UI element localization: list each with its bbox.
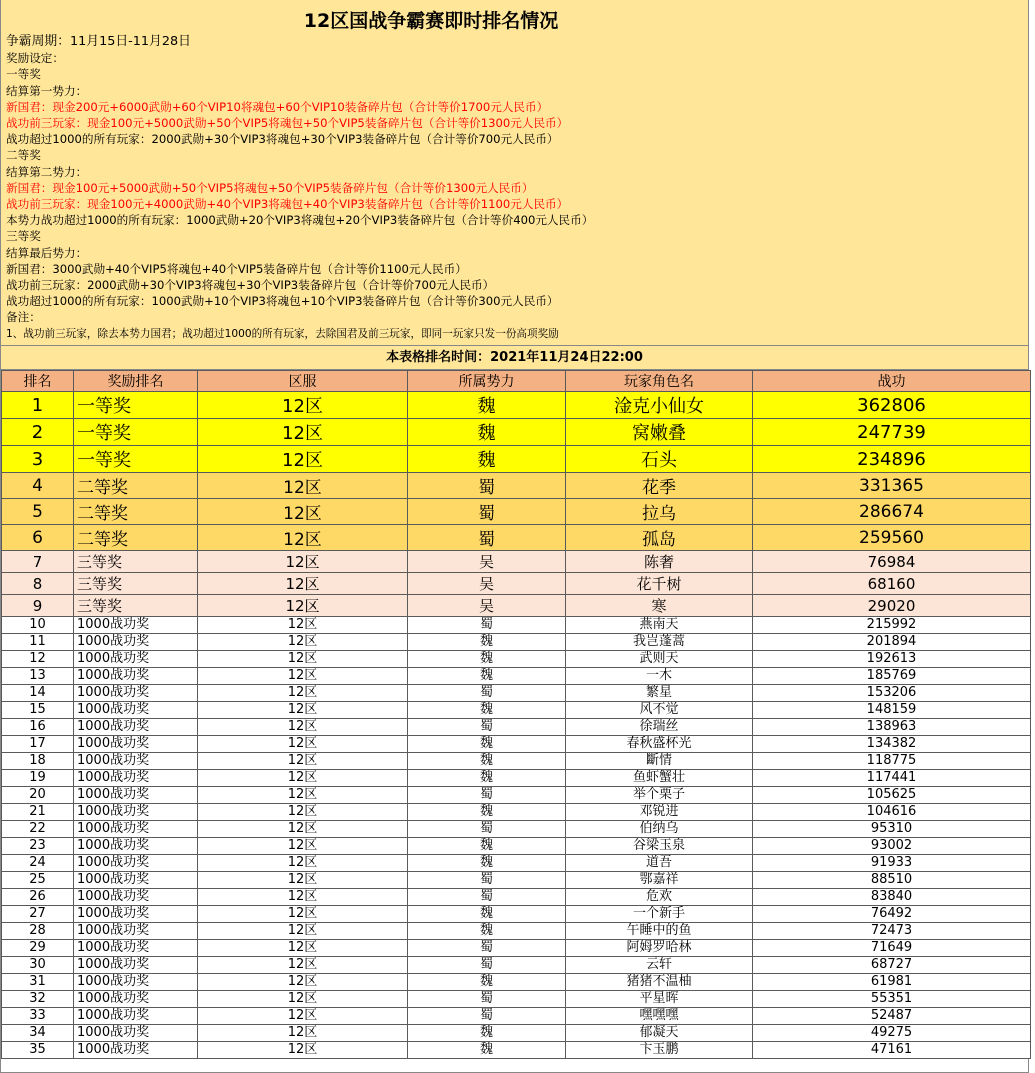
server-cell[interactable]: 12区 [198, 838, 408, 855]
table-row [2, 804, 1031, 821]
award-cell[interactable]: 1000战功奖 [74, 889, 198, 906]
table-row [2, 889, 1031, 906]
merit-cell[interactable]: 91933 [753, 855, 1031, 872]
award-cell[interactable]: 1000战功奖 [74, 685, 198, 702]
name-cell[interactable]: 花季 [566, 473, 753, 499]
faction-cell[interactable]: 魏 [408, 974, 566, 991]
rules-line: 备注： [6, 310, 41, 325]
rules-line: 一等奖 [6, 67, 41, 82]
faction-cell[interactable]: 吴 [408, 551, 566, 573]
name-cell[interactable]: 举个栗子 [566, 787, 753, 804]
table-row [2, 957, 1031, 974]
rules-line: 战功前三玩家：2000武勋+30个VIP3将魂包+30个VIP3装备碎片包（合计等价700元人民币） [6, 278, 495, 293]
merit-cell[interactable]: 68160 [753, 573, 1031, 595]
server-cell[interactable]: 12区 [198, 473, 408, 499]
col-header-server[interactable]: 区服 [198, 371, 408, 392]
name-cell[interactable]: 鱼虾蟹壮 [566, 770, 753, 787]
rank-cell[interactable]: 2 [2, 419, 74, 446]
name-cell[interactable]: 风不觉 [566, 702, 753, 719]
table-row [2, 702, 1031, 719]
faction-cell[interactable]: 魏 [408, 1042, 566, 1059]
name-cell[interactable]: 花千树 [566, 573, 753, 595]
merit-cell[interactable]: 88510 [753, 872, 1031, 889]
table-row [2, 668, 1031, 685]
rules-line: 三等奖 [6, 229, 41, 244]
faction-cell[interactable]: 魏 [408, 770, 566, 787]
name-cell[interactable]: 邓锐进 [566, 804, 753, 821]
rules-line: 战功前三玩家：现金100元+5000武勋+50个VIP5将魂包+50个VIP5装备碎片包（合计等价1300元人民币） [6, 116, 569, 131]
table-row [2, 770, 1031, 787]
rank-cell[interactable]: 22 [2, 821, 74, 838]
rank-cell[interactable]: 21 [2, 804, 74, 821]
server-cell[interactable]: 12区 [198, 617, 408, 634]
award-cell[interactable]: 二等奖 [74, 473, 198, 499]
merit-cell[interactable]: 105625 [753, 787, 1031, 804]
table-row [2, 1008, 1031, 1025]
merit-cell[interactable]: 104616 [753, 804, 1031, 821]
table-row [2, 392, 1031, 419]
name-cell[interactable]: 寒 [566, 595, 753, 617]
server-cell[interactable]: 12区 [198, 821, 408, 838]
faction-cell[interactable]: 蜀 [408, 617, 566, 634]
rules-line: 结算第一势力： [6, 83, 88, 98]
merit-cell[interactable]: 234896 [753, 446, 1031, 473]
merit-cell[interactable]: 95310 [753, 821, 1031, 838]
table-row [2, 634, 1031, 651]
rules-line: 本势力战功超过1000的所有玩家：1000武勋+20个VIP3将魂包+20个VIP3装备碎片包（合计等价400元人民币） [6, 213, 594, 228]
name-cell[interactable]: 郁凝天 [566, 1025, 753, 1042]
merit-cell[interactable]: 83840 [753, 889, 1031, 906]
name-cell[interactable]: 嘿嘿嘿 [566, 1008, 753, 1025]
table-row [2, 753, 1031, 770]
table-row [2, 551, 1031, 573]
name-cell[interactable]: 徐瑞丝 [566, 719, 753, 736]
server-cell[interactable]: 12区 [198, 770, 408, 787]
rules-line: 结算第二势力： [6, 164, 88, 179]
award-cell[interactable]: 1000战功奖 [74, 787, 198, 804]
name-cell[interactable]: 陈奢 [566, 551, 753, 573]
name-cell[interactable]: 孤岛 [566, 525, 753, 551]
rules-line: 战功超过1000的所有玩家：1000武勋+10个VIP3将魂包+10个VIP3装备碎片包（合计等价300元人民币） [6, 294, 559, 309]
award-cell[interactable]: 1000战功奖 [74, 1008, 198, 1025]
rules-line: 二等奖 [6, 148, 41, 163]
rank-cell[interactable]: 11 [2, 634, 74, 651]
rank-cell[interactable]: 27 [2, 906, 74, 923]
faction-cell[interactable]: 吴 [408, 595, 566, 617]
rank-cell[interactable]: 29 [2, 940, 74, 957]
merit-cell[interactable]: 76492 [753, 906, 1031, 923]
col-header-merit[interactable]: 战功 [753, 371, 1031, 392]
rank-cell[interactable]: 5 [2, 499, 74, 525]
merit-cell[interactable]: 259560 [753, 525, 1031, 551]
name-cell[interactable]: 猪猪不温柚 [566, 974, 753, 991]
server-cell[interactable]: 12区 [198, 753, 408, 770]
server-cell[interactable]: 12区 [198, 1008, 408, 1025]
award-cell[interactable]: 1000战功奖 [74, 821, 198, 838]
award-cell[interactable]: 1000战功奖 [74, 906, 198, 923]
server-cell[interactable]: 12区 [198, 499, 408, 525]
award-cell[interactable]: 1000战功奖 [74, 668, 198, 685]
merit-cell[interactable]: 52487 [753, 1008, 1031, 1025]
rank-cell[interactable]: 12 [2, 651, 74, 668]
rank-cell[interactable]: 25 [2, 872, 74, 889]
server-cell[interactable]: 12区 [198, 1042, 408, 1059]
merit-cell[interactable]: 134382 [753, 736, 1031, 753]
table-row [2, 821, 1031, 838]
server-cell[interactable]: 12区 [198, 855, 408, 872]
faction-cell[interactable]: 魏 [408, 923, 566, 940]
merit-cell[interactable]: 29020 [753, 595, 1031, 617]
rank-cell[interactable]: 13 [2, 668, 74, 685]
rules-line: 战功超过1000的所有玩家：2000武勋+30个VIP3将魂包+30个VIP3装备碎片包（合计等价700元人民币） [6, 132, 559, 147]
faction-cell[interactable]: 魏 [408, 651, 566, 668]
merit-cell[interactable]: 138963 [753, 719, 1031, 736]
server-cell[interactable]: 12区 [198, 551, 408, 573]
award-cell[interactable]: 1000战功奖 [74, 770, 198, 787]
award-cell[interactable]: 三等奖 [74, 595, 198, 617]
name-cell[interactable]: 危欢 [566, 889, 753, 906]
award-cell[interactable]: 1000战功奖 [74, 753, 198, 770]
server-cell[interactable]: 12区 [198, 974, 408, 991]
merit-cell[interactable]: 93002 [753, 838, 1031, 855]
name-cell[interactable]: 春秋盛杯光 [566, 736, 753, 753]
server-cell[interactable]: 12区 [198, 736, 408, 753]
rules-line: 战功前三玩家：现金100元+4000武勋+40个VIP3将魂包+40个VIP3装备碎片包（合计等价1100元人民币） [6, 197, 569, 212]
faction-cell[interactable]: 魏 [408, 392, 566, 419]
merit-cell[interactable]: 47161 [753, 1042, 1031, 1059]
rank-cell[interactable]: 16 [2, 719, 74, 736]
rules-line: 争霸周期：11月15日-11月28日 [6, 34, 191, 49]
col-header-award[interactable]: 奖励排名 [74, 371, 198, 392]
table-row [2, 855, 1031, 872]
award-cell[interactable]: 一等奖 [74, 392, 198, 419]
server-cell[interactable]: 12区 [198, 651, 408, 668]
faction-cell[interactable]: 魏 [408, 753, 566, 770]
merit-cell[interactable]: 61981 [753, 974, 1031, 991]
rules-text [6, 34, 593, 342]
faction-cell[interactable]: 魏 [408, 446, 566, 473]
rank-cell[interactable]: 30 [2, 957, 74, 974]
server-cell[interactable]: 12区 [198, 957, 408, 974]
name-cell[interactable]: 我岂蓬蒿 [566, 634, 753, 651]
award-cell[interactable]: 1000战功奖 [74, 719, 198, 736]
faction-cell[interactable]: 魏 [408, 1025, 566, 1042]
award-cell[interactable]: 1000战功奖 [74, 634, 198, 651]
server-cell[interactable]: 12区 [198, 787, 408, 804]
ranking-table [1, 370, 1031, 1059]
server-cell[interactable]: 12区 [198, 446, 408, 473]
faction-cell[interactable]: 魏 [408, 838, 566, 855]
award-cell[interactable]: 1000战功奖 [74, 838, 198, 855]
faction-cell[interactable]: 蜀 [408, 473, 566, 499]
table-row [2, 446, 1031, 473]
award-cell[interactable]: 1000战功奖 [74, 1042, 198, 1059]
rules-line: 新国君：3000武勋+40个VIP5将魂包+40个VIP5装备碎片包（合计等价1100元人民币） [6, 261, 467, 276]
merit-cell[interactable]: 71649 [753, 940, 1031, 957]
award-cell[interactable]: 1000战功奖 [74, 872, 198, 889]
award-cell[interactable]: 1000战功奖 [74, 651, 198, 668]
faction-cell[interactable]: 蜀 [408, 821, 566, 838]
name-cell[interactable]: 繁星 [566, 685, 753, 702]
name-cell[interactable]: 午睡中的鱼 [566, 923, 753, 940]
name-cell[interactable]: 云轩 [566, 957, 753, 974]
rank-cell[interactable]: 6 [2, 525, 74, 551]
name-cell[interactable]: 燕南天 [566, 617, 753, 634]
table-row [2, 906, 1031, 923]
server-cell[interactable]: 12区 [198, 872, 408, 889]
merit-cell[interactable]: 76984 [753, 551, 1031, 573]
server-cell[interactable]: 12区 [198, 573, 408, 595]
name-cell[interactable]: 石头 [566, 446, 753, 473]
table-row [2, 736, 1031, 753]
table-row [2, 499, 1031, 525]
server-cell[interactable]: 12区 [198, 889, 408, 906]
rank-cell[interactable]: 10 [2, 617, 74, 634]
rank-cell[interactable]: 4 [2, 473, 74, 499]
rank-cell[interactable]: 17 [2, 736, 74, 753]
merit-cell[interactable]: 55351 [753, 991, 1031, 1008]
faction-cell[interactable]: 魏 [408, 702, 566, 719]
merit-cell[interactable]: 201894 [753, 634, 1031, 651]
server-cell[interactable]: 12区 [198, 1025, 408, 1042]
name-cell[interactable]: 淦克小仙女 [566, 392, 753, 419]
name-cell[interactable]: 一木 [566, 668, 753, 685]
rank-cell[interactable]: 23 [2, 838, 74, 855]
server-cell[interactable]: 12区 [198, 392, 408, 419]
award-cell[interactable]: 1000战功奖 [74, 617, 198, 634]
table-row [2, 419, 1031, 446]
server-cell[interactable]: 12区 [198, 991, 408, 1008]
table-row [2, 787, 1031, 804]
faction-cell[interactable]: 蜀 [408, 957, 566, 974]
merit-cell[interactable]: 247739 [753, 419, 1031, 446]
award-cell[interactable]: 一等奖 [74, 446, 198, 473]
faction-cell[interactable]: 魏 [408, 906, 566, 923]
merit-cell[interactable]: 72473 [753, 923, 1031, 940]
table-row [2, 1042, 1031, 1059]
award-cell[interactable]: 1000战功奖 [74, 702, 198, 719]
merit-cell[interactable]: 362806 [753, 392, 1031, 419]
faction-cell[interactable]: 魏 [408, 855, 566, 872]
faction-cell[interactable]: 魏 [408, 736, 566, 753]
merit-cell[interactable]: 117441 [753, 770, 1031, 787]
col-header-rank[interactable]: 排名 [2, 371, 74, 392]
table-row [2, 617, 1031, 634]
award-cell[interactable]: 1000战功奖 [74, 1025, 198, 1042]
name-cell[interactable]: 一个新手 [566, 906, 753, 923]
ranking-time-label: 本表格排名时间：2021年11月24日22:00 [1, 346, 1028, 370]
table-row [2, 719, 1031, 736]
table-row [2, 473, 1031, 499]
rank-cell[interactable]: 35 [2, 1042, 74, 1059]
rank-cell[interactable]: 14 [2, 685, 74, 702]
server-cell[interactable]: 12区 [198, 634, 408, 651]
rank-cell[interactable]: 3 [2, 446, 74, 473]
merit-cell[interactable]: 185769 [753, 668, 1031, 685]
server-cell[interactable]: 12区 [198, 906, 408, 923]
award-cell[interactable]: 二等奖 [74, 525, 198, 551]
merit-cell[interactable]: 286674 [753, 499, 1031, 525]
name-cell[interactable]: 斷情 [566, 753, 753, 770]
name-cell[interactable]: 拉乌 [566, 499, 753, 525]
table-row [2, 595, 1031, 617]
faction-cell[interactable]: 蜀 [408, 940, 566, 957]
faction-cell[interactable]: 蜀 [408, 525, 566, 551]
rank-cell[interactable]: 19 [2, 770, 74, 787]
table-row [2, 838, 1031, 855]
merit-cell[interactable]: 118775 [753, 753, 1031, 770]
faction-cell[interactable]: 魏 [408, 634, 566, 651]
name-cell[interactable]: 伯纳乌 [566, 821, 753, 838]
rank-cell[interactable]: 20 [2, 787, 74, 804]
col-header-name[interactable]: 玩家角色名 [566, 371, 753, 392]
merit-cell[interactable]: 331365 [753, 473, 1031, 499]
rank-cell[interactable]: 8 [2, 573, 74, 595]
award-cell[interactable]: 1000战功奖 [74, 855, 198, 872]
rules-line: 1、战功前三玩家，除去本势力国君；战功超过1000的所有玩家，去除国君及前三玩家，即同一玩家只发一份高项奖励 [6, 327, 559, 340]
merit-cell[interactable]: 215992 [753, 617, 1031, 634]
rules-line: 结算最后势力： [6, 245, 88, 260]
server-cell[interactable]: 12区 [198, 685, 408, 702]
award-cell[interactable]: 1000战功奖 [74, 957, 198, 974]
merit-cell[interactable]: 148159 [753, 702, 1031, 719]
rank-cell[interactable]: 18 [2, 753, 74, 770]
server-cell[interactable]: 12区 [198, 940, 408, 957]
merit-cell[interactable]: 192613 [753, 651, 1031, 668]
table-row [2, 685, 1031, 702]
award-cell[interactable]: 1000战功奖 [74, 804, 198, 821]
rank-cell[interactable]: 28 [2, 923, 74, 940]
table-row [2, 974, 1031, 991]
table-row [2, 651, 1031, 668]
rank-cell[interactable]: 1 [2, 392, 74, 419]
name-cell[interactable]: 窝嫩叠 [566, 419, 753, 446]
name-cell[interactable]: 谷梁玉泉 [566, 838, 753, 855]
award-cell[interactable]: 三等奖 [74, 573, 198, 595]
table-row [2, 573, 1031, 595]
server-cell[interactable]: 12区 [198, 595, 408, 617]
award-cell[interactable]: 1000战功奖 [74, 991, 198, 1008]
faction-cell[interactable]: 魏 [408, 668, 566, 685]
merit-cell[interactable]: 153206 [753, 685, 1031, 702]
award-cell[interactable]: 一等奖 [74, 419, 198, 446]
rules-line: 新国君：现金100元+5000武勋+50个VIP5将魂包+50个VIP5装备碎片包（合计等价1300元人民币） [6, 180, 534, 195]
award-cell[interactable]: 三等奖 [74, 551, 198, 573]
col-header-faction[interactable]: 所属势力 [408, 371, 566, 392]
faction-cell[interactable]: 蜀 [408, 1008, 566, 1025]
faction-cell[interactable]: 蜀 [408, 685, 566, 702]
merit-cell[interactable]: 49275 [753, 1025, 1031, 1042]
award-cell[interactable]: 二等奖 [74, 499, 198, 525]
name-cell[interactable]: 阿姆罗哈林 [566, 940, 753, 957]
award-cell[interactable]: 1000战功奖 [74, 974, 198, 991]
rank-cell[interactable]: 9 [2, 595, 74, 617]
rules-line: 新国君：现金200元+6000武勋+60个VIP10将魂包+60个VIP10装备碎片包（合计等价1700元人民币） [6, 99, 549, 114]
rules-line: 奖励设定： [6, 51, 64, 66]
rank-cell[interactable]: 32 [2, 991, 74, 1008]
rules-header [1, 0, 1028, 346]
table-row [2, 940, 1031, 957]
faction-cell[interactable]: 蜀 [408, 787, 566, 804]
award-cell[interactable]: 1000战功奖 [74, 923, 198, 940]
server-cell[interactable]: 12区 [198, 923, 408, 940]
server-cell[interactable]: 12区 [198, 702, 408, 719]
faction-cell[interactable]: 蜀 [408, 719, 566, 736]
table-row [2, 923, 1031, 940]
faction-cell[interactable]: 蜀 [408, 991, 566, 1008]
server-cell[interactable]: 12区 [198, 419, 408, 446]
faction-cell[interactable]: 吴 [408, 573, 566, 595]
award-cell[interactable]: 1000战功奖 [74, 736, 198, 753]
server-cell[interactable]: 12区 [198, 525, 408, 551]
rank-cell[interactable]: 24 [2, 855, 74, 872]
table-row [2, 1025, 1031, 1042]
name-cell[interactable]: 卞玉鹏 [566, 1042, 753, 1059]
table-row [2, 991, 1031, 1008]
table-row [2, 525, 1031, 551]
name-cell[interactable]: 鄂嘉祥 [566, 872, 753, 889]
faction-cell[interactable]: 魏 [408, 419, 566, 446]
server-cell[interactable]: 12区 [198, 804, 408, 821]
page-title: 12区国战争霸赛即时排名情况 [303, 10, 559, 32]
faction-cell[interactable]: 魏 [408, 804, 566, 821]
rank-cell[interactable]: 34 [2, 1025, 74, 1042]
server-cell[interactable]: 12区 [198, 719, 408, 736]
rank-cell[interactable]: 33 [2, 1008, 74, 1025]
merit-cell[interactable]: 68727 [753, 957, 1031, 974]
faction-cell[interactable]: 蜀 [408, 889, 566, 906]
faction-cell[interactable]: 蜀 [408, 872, 566, 889]
table-header-row [2, 371, 1031, 392]
table-row [2, 872, 1031, 889]
award-cell[interactable]: 1000战功奖 [74, 940, 198, 957]
rank-cell[interactable]: 31 [2, 974, 74, 991]
name-cell[interactable]: 武则天 [566, 651, 753, 668]
faction-cell[interactable]: 蜀 [408, 499, 566, 525]
name-cell[interactable]: 道吾 [566, 855, 753, 872]
name-cell[interactable]: 平星晖 [566, 991, 753, 1008]
rank-cell[interactable]: 26 [2, 889, 74, 906]
rank-cell[interactable]: 7 [2, 551, 74, 573]
server-cell[interactable]: 12区 [198, 668, 408, 685]
rank-cell[interactable]: 15 [2, 702, 74, 719]
